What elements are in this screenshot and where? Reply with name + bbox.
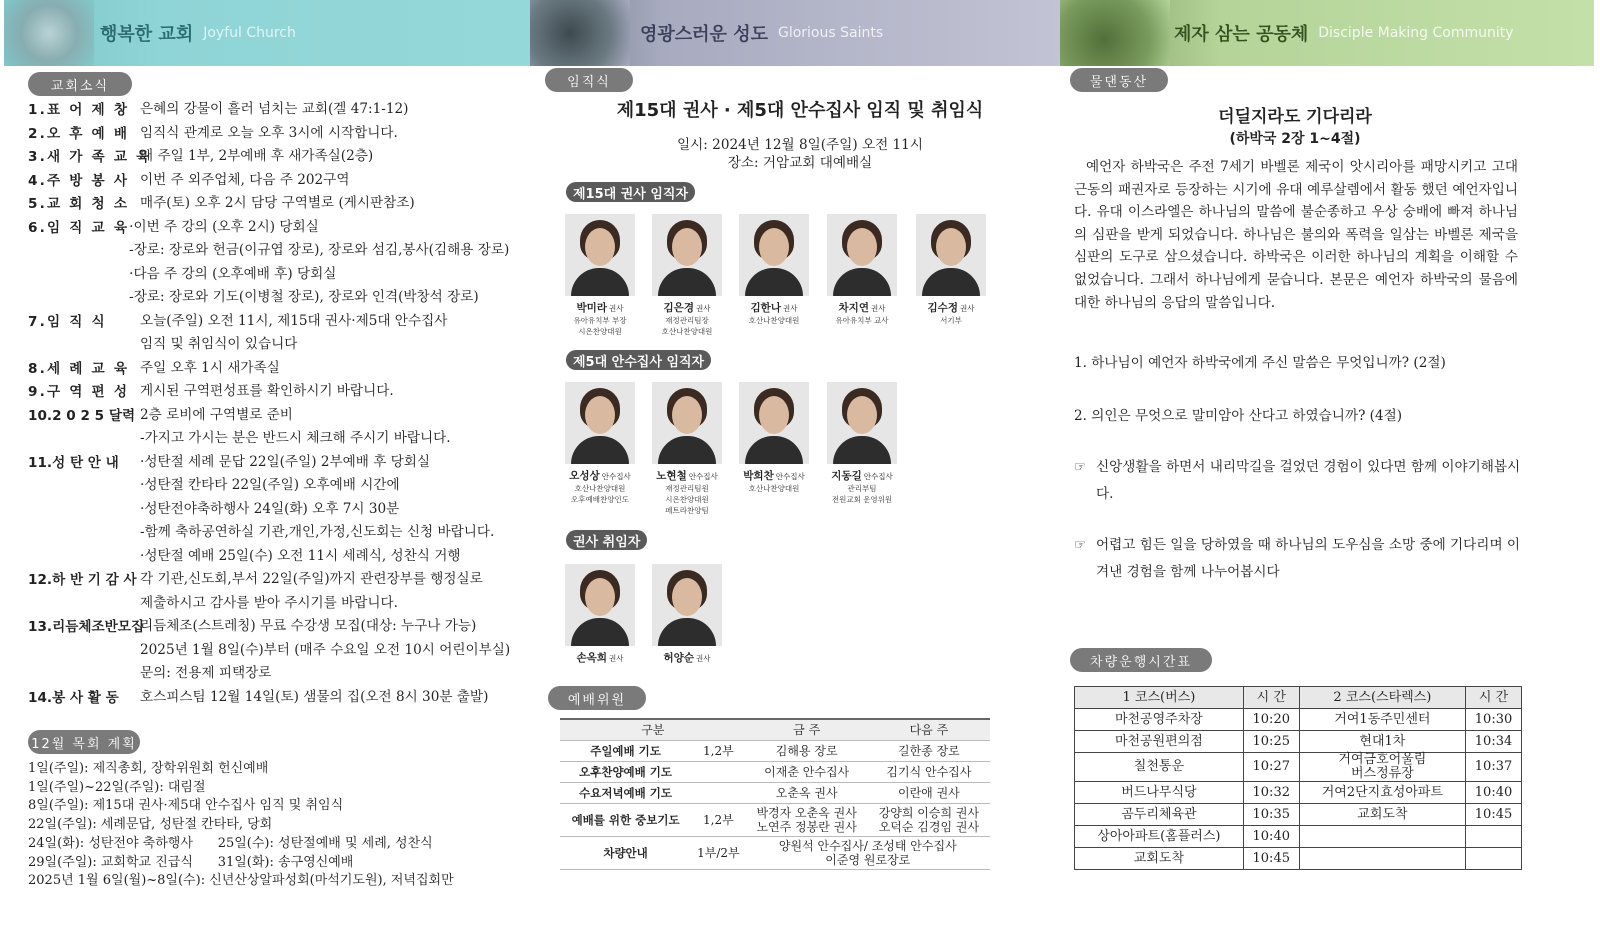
header-title-en: Disciple Making Community: [1318, 25, 1514, 41]
person-name: 김은경 권사: [663, 302, 711, 314]
news-item: [28, 122, 508, 146]
person-role: 권사: [608, 304, 624, 313]
bus-header-cell: 시 간: [1466, 687, 1522, 709]
news-item: [28, 357, 508, 381]
bus-cell: 곰두리체육관: [1075, 804, 1244, 826]
person-role: 안수집사: [775, 472, 805, 481]
worship-cell: 강양희 이승희 권사 오덕순 김경임 권사: [868, 803, 990, 836]
bus-row: [1075, 826, 1522, 848]
person-duty: 관리부팀: [847, 484, 877, 493]
person-duty: 시온찬양대원: [665, 495, 709, 504]
bus-cell: [1299, 848, 1465, 870]
person-role: 안수집사: [601, 472, 631, 481]
group-label-deaconess: 제15대 권사 임직자: [566, 182, 695, 202]
bus-cell: [1466, 848, 1522, 870]
worship-cell: 수요저녁예배 기도: [560, 782, 691, 803]
news-item-text: ·성탄절 예배 25일(수) 오전 11시 세례식, 성찬식 거행: [140, 547, 461, 564]
bus-row: [1075, 804, 1522, 826]
news-item-label: 4.주 방 봉 사: [28, 172, 130, 189]
person-name: 노현철 안수집사: [656, 470, 718, 482]
bus-cell: 10:32: [1243, 782, 1299, 804]
worship-cell: 이재춘 안수집사: [746, 761, 868, 782]
person-name: 박희찬 안수집사: [743, 470, 805, 482]
worship-cell: [691, 761, 745, 782]
bus-header-cell: 시 간: [1243, 687, 1299, 709]
person-card: [642, 382, 732, 516]
news-item: [28, 615, 511, 686]
news-item-label: 5.교 회 청 소: [28, 196, 130, 212]
worship-table: [560, 718, 990, 870]
person-photo: [827, 382, 897, 464]
person-card: [817, 382, 907, 505]
person-photo: [739, 382, 809, 464]
bus-row: [1075, 848, 1522, 870]
bus-cell: 10:45: [1466, 804, 1522, 826]
news-item-label: 3.새 가 족 교 육: [28, 149, 152, 165]
person-duty: 호산나찬양대원: [748, 316, 800, 325]
news-item: [28, 145, 508, 169]
worship-cell: 김기식 안수집사: [868, 761, 990, 782]
person-card: [555, 214, 645, 337]
bus-cell: 칠천통운: [1075, 753, 1244, 782]
news-item-text: 매 주일 1부, 2부예배 후 새가족실(2층): [140, 148, 374, 164]
news-item: [28, 98, 508, 122]
meditation-reference: (하박국 2장 1~4절): [1229, 131, 1361, 147]
bus-cell: 10:40: [1243, 826, 1299, 848]
person-role: 권사: [608, 654, 624, 663]
worship-row: [560, 740, 990, 761]
bus-cell: 10:30: [1466, 709, 1522, 731]
worship-cell: [691, 782, 745, 803]
plan-line: 2025년 1월 6일(월)~8일(수): 신년산상알파성회(마석기도원), 저녁집회만: [28, 873, 454, 889]
worship-header-cell: 다음 주: [868, 719, 990, 740]
bus-cell: 10:34: [1466, 731, 1522, 753]
news-item: [28, 192, 508, 216]
news-item-label: 1.표 어 제 창: [28, 102, 130, 118]
news-item-text: 문의: 전용제 피택장로: [140, 665, 272, 681]
worship-row: [560, 836, 990, 869]
person-role: 권사: [870, 304, 886, 313]
news-item-text: -함께 축하공연하실 기관,개인,가정,신도회는 신청 바랍니다.: [140, 524, 495, 540]
news-item-text: ·성탄절 세례 문답 22일(주일) 2부예배 후 당회실: [140, 453, 431, 470]
group-label-installed: 권사 취임자: [566, 530, 647, 550]
bus-row: [1075, 753, 1522, 782]
bus-schedule-table: [1074, 686, 1522, 870]
worship-cell: 1부/2부: [691, 836, 745, 869]
question-2: 2. 의인은 무엇으로 말미암아 산다고 하였습니까? (4절): [1074, 408, 1403, 424]
worship-row: [560, 782, 990, 803]
news-item-text: 이번 주 외주업체, 다음 주 202구역: [140, 171, 350, 188]
person-duty: 유아유치부 교사: [835, 316, 889, 325]
news-item-label: 11.성 탄 안 내: [28, 454, 119, 471]
person-photo: [565, 382, 635, 464]
bus-cell: 마천공영주차장: [1075, 709, 1244, 731]
worship-cell: 차량안내: [560, 836, 691, 869]
ordination-pill: 임직식: [545, 68, 633, 92]
person-duty: 유아유치부 부장: [573, 316, 627, 325]
person-duty: 호산나찬양대원: [748, 484, 800, 493]
worship-cell: 오춘옥 권사: [746, 782, 868, 803]
bus-cell: 상아아파트(홈플러스): [1075, 826, 1244, 848]
news-item-label: 2.오 후 예 배: [28, 125, 130, 142]
person-photo: [565, 564, 635, 646]
bus-cell: 10:27: [1243, 753, 1299, 782]
person-duty: 호산나찬양대원: [574, 484, 626, 493]
header-title-en: Glorious Saints: [777, 25, 884, 41]
plan-list: [28, 760, 454, 891]
pointing-hand-icon: ☞: [1074, 537, 1087, 553]
person-role: 안수집사: [688, 472, 718, 481]
bus-cell: 교회도착: [1075, 848, 1244, 870]
person-photo: [565, 214, 635, 296]
plan-line: 29일(주일): 교회학교 진급식 31일(화): 송구영신예배: [28, 854, 354, 870]
worship-cell: 주일예배 기도: [560, 740, 691, 761]
person-duty: 페트라찬양팀: [665, 506, 709, 515]
bus-cell: 10:37: [1466, 753, 1522, 782]
worship-pill: 예배위원: [548, 686, 646, 710]
bus-header-row: [1075, 687, 1522, 709]
meditation-pill: 물댄동산: [1070, 68, 1168, 92]
bus-header-cell: 2 코스(스타렉스): [1299, 687, 1465, 709]
bus-cell: 거여1동주민센터: [1299, 709, 1465, 731]
worship-cell: 오후찬양예배 기도: [560, 761, 691, 782]
news-item-text: ·성탄절 칸타타 22일(주일) 오후예배 시간에: [140, 477, 400, 493]
bus-cell: 10:35: [1243, 804, 1299, 826]
bus-schedule-pill: 차량운행시간표: [1070, 648, 1212, 672]
person-photo: [652, 564, 722, 646]
plan-line: 8일(주일): 제15대 권사·제5대 안수집사 임직 및 취임식: [28, 798, 344, 814]
person-photo: [739, 214, 809, 296]
person-photo: [652, 214, 722, 296]
bus-row: [1075, 709, 1522, 731]
news-item-text: ·이번 주 강의 (오후 2시) 당회실: [129, 218, 319, 235]
header-title-ko: 제자 삼는 공동체: [1174, 24, 1309, 45]
bus-cell: 10:45: [1243, 848, 1299, 870]
bus-row: [1075, 731, 1522, 753]
news-item: [28, 451, 508, 569]
meditation-title: 더딜지라도 기다리라: [1218, 107, 1372, 127]
person-card: [642, 564, 732, 665]
news-item-label: 10.2 0 2 5 달력: [28, 407, 136, 424]
person-duty: 전원교회 운영위원: [831, 495, 893, 504]
worship-cell: 양원석 안수집사/ 조성태 안수집사 이준영 원로장로: [746, 836, 990, 869]
news-item-text: 리듬체조(스트레칭) 무료 수강생 모집(대상: 누구나 가능): [140, 618, 477, 634]
worship-cell: 1,2부: [691, 740, 745, 761]
person-name: 지동길 안수집사: [831, 470, 893, 482]
plan-line: 1일(주일)~22일(주일): 대림절: [28, 779, 206, 795]
bus-cell: 10:40: [1466, 782, 1522, 804]
person-duty: 호산나찬양대원: [661, 327, 713, 336]
news-item-text: 은혜의 강물이 흘러 넘치는 교회(겔 47:1-12): [140, 101, 409, 117]
meditation-body: 예언자 하박국은 주전 7세기 바벨론 제국이 앗시리아를 패망시키고 고대 근동의 패권자로 등장하는 시기에 유대 예루살렘에서 활동 했던 예언자입니다. 유대 이스라엘은 하나님의 말씀에 불순종하고 우상 숭배에 빠져 하나님의 심판을 받게 되었습니다. 하나님은 불의와 폭력을 일삼는 바벨론 제국을 심판의 도구로 삼으셨습니다. 하박국은 이러한 하나님의 계획을 이해할 수 없었습니다. 그래서 하나님에게 묻습니다. 본문은 예언자 하박국의 물음에 대한 하나님의 응답의 말씀입니다.: [1074, 159, 1518, 311]
worship-row: [560, 803, 990, 836]
bus-cell: 10:25: [1243, 731, 1299, 753]
news-item: [28, 686, 508, 710]
worship-cell: 1,2부: [691, 803, 745, 836]
bus-cell: 마천공원편의점: [1075, 731, 1244, 753]
news-item-text: 매주(토) 오후 2시 담당 구역별로 (게시판참조): [140, 195, 415, 211]
news-item-text: 제출하시고 감사를 받아 주시기를 바랍니다.: [140, 594, 398, 611]
person-duty: 서기부: [940, 316, 962, 325]
person-role: 권사: [959, 304, 975, 313]
news-item-text: ·다음 주 강의 (오후예배 후) 당회실: [129, 265, 337, 282]
person-duty: 재정관리팀원: [665, 484, 709, 493]
plan-line: 24일(화): 성탄전야 축하행사 25일(수): 성탄절예배 및 세례, 성찬식: [28, 835, 433, 851]
bus-cell: 10:20: [1243, 709, 1299, 731]
worship-header-row: [560, 719, 990, 740]
news-item: [28, 380, 508, 404]
question-1: 1. 하나님이 예언자 하박국에게 주신 말씀은 무엇입니까? (2절): [1074, 355, 1446, 371]
news-item: [28, 310, 508, 357]
person-duty: 재정관리팀장: [665, 316, 709, 325]
group-label-deacon: 제5대 안수집사 임직자: [566, 350, 711, 370]
person-name: 김수정 권사: [927, 302, 975, 314]
news-item: [28, 216, 508, 310]
bus-cell: 버드나무식당: [1075, 782, 1244, 804]
news-item-label: 9.구 역 편 성: [28, 384, 130, 400]
plan-section-title: 12월 목회 계획: [28, 730, 140, 754]
plan-line: 22일(주일): 세례문답, 성탄절 칸타타, 당회: [28, 817, 273, 833]
worship-row: [560, 761, 990, 782]
worship-cell: 이란애 권사: [868, 782, 990, 803]
header-title-en: Joyful Church: [203, 25, 296, 41]
person-card: [555, 382, 645, 505]
header-image-hands: [530, 0, 630, 66]
bus-row: [1075, 782, 1522, 804]
person-photo: [827, 214, 897, 296]
bus-cell: 거여2단지효성아파트: [1299, 782, 1465, 804]
worship-header-cell: 구분: [560, 719, 746, 740]
bus-cell: [1299, 826, 1465, 848]
person-duty: 시온찬양대원: [578, 327, 622, 336]
person-card: [729, 382, 819, 494]
news-item-text: -장로: 장로와 헌금(이규엽 장로), 장로와 섬김,봉사(김해용 장로): [129, 242, 510, 258]
person-name: 손옥희 권사: [576, 652, 624, 664]
sharing-prompt-1: ☞ 신앙생활을 하면서 내리막길을 걸었던 경험이 있다면 함께 이야기해봅시다.: [1074, 454, 1524, 508]
person-role: 권사: [695, 304, 711, 313]
news-item-text: 게시된 구역편성표를 확인하시기 바랍니다.: [140, 383, 394, 399]
news-item-label: 7.임 직 식: [28, 313, 107, 330]
news-item-text: 각 기관,신도회,부서 22일(주일)까지 관련장부를 행정실로: [140, 571, 483, 587]
news-item-text: 오늘(주일) 오전 11시, 제15대 권사·제5대 안수집사: [140, 312, 448, 329]
news-item-label: 6.임 직 교 육: [28, 219, 130, 236]
person-duty: 오후예배찬양인도: [571, 495, 629, 504]
bus-cell: 거여금호어울림 버스정류장: [1299, 753, 1465, 782]
worship-cell: 박경자 오춘옥 권사 노연주 정봉란 권사: [746, 803, 868, 836]
person-role: 권사: [782, 304, 798, 313]
header-image-cross: [4, 0, 94, 66]
news-item: [28, 404, 508, 451]
worship-cell: 길한종 장로: [868, 740, 990, 761]
news-item-text: 2층 로비에 구역별로 준비: [140, 406, 293, 423]
news-item-text: 임직식 관계로 오늘 오후 3시에 시작합니다.: [140, 124, 398, 141]
bus-cell: 현대1차: [1299, 731, 1465, 753]
news-list: [28, 98, 511, 709]
person-name: 박미라 권사: [576, 302, 624, 314]
person-photo: [652, 382, 722, 464]
person-role: 안수집사: [863, 472, 893, 481]
person-photo: [916, 214, 986, 296]
worship-cell: 예배를 위한 중보기도: [560, 803, 691, 836]
news-item-text: ·성탄전야축하행사 24일(화) 오후 7시 30분: [140, 500, 400, 517]
news-item-text: 임직 및 취임식이 있습니다: [140, 336, 298, 352]
person-name: 차지연 권사: [838, 302, 886, 314]
news-item-label: 13.리듬체조반모집: [28, 619, 145, 635]
news-item-text: -가지고 가시는 분은 반드시 체크해 주시기 바랍니다.: [140, 430, 451, 446]
person-card: [817, 214, 907, 326]
person-name: 오성상 안수집사: [569, 470, 631, 482]
news-item-text: 2025년 1월 8일(수)부터 (매주 수요일 오전 10시 어린이부실): [140, 641, 511, 658]
news-item: [28, 568, 508, 615]
worship-cell: 김해용 장로: [746, 740, 868, 761]
header-title-ko: 영광스러운 성도: [640, 24, 768, 45]
sharing-prompt-2: ☞ 어렵고 힘든 일을 당하였을 때 하나님의 도우심을 소망 중에 기다리며 이겨낸 경험을 함께 나누어봅시다: [1074, 532, 1524, 586]
person-role: 권사: [695, 654, 711, 663]
person-card: [642, 214, 732, 337]
plan-line: 1일(주일): 제직총회, 장학위원회 헌신예배: [28, 761, 269, 776]
header-image-field: [1060, 0, 1170, 66]
news-item-label: 14.봉 사 활 동: [28, 689, 119, 706]
worship-header-cell: 금 주: [746, 719, 868, 740]
ordination-place: 장소: 거암교회 대예배실: [727, 155, 873, 171]
pointing-hand-icon: ☞: [1074, 459, 1087, 475]
news-item-label: 12.하 반 기 감 사: [28, 572, 137, 588]
person-name: 김한나 권사: [750, 302, 798, 314]
person-card: [555, 564, 645, 665]
news-item-label: 8.세 례 교 육: [28, 360, 130, 377]
person-name: 허양순 권사: [663, 652, 711, 664]
news-item: [28, 169, 508, 193]
news-item-text: -장로: 장로와 기도(이병철 장로), 장로와 인격(박창석 장로): [129, 289, 479, 305]
person-card: [906, 214, 996, 326]
news-section-title: 교회소식: [28, 72, 132, 96]
person-card: [729, 214, 819, 326]
bus-cell: 교회도착: [1299, 804, 1465, 826]
header-title-ko: 행복한 교회: [100, 24, 194, 45]
ordination-title: 제15대 권사 · 제5대 안수집사 임직 및 취임식: [616, 100, 984, 121]
bus-cell: [1466, 826, 1522, 848]
news-item-text: 주일 오후 1시 새가족실: [140, 359, 280, 376]
ordination-date: 일시: 2024년 12월 8일(주일) 오전 11시: [677, 137, 923, 153]
bus-header-cell: 1 코스(버스): [1075, 687, 1244, 709]
news-item-text: 호스피스팀 12월 14일(토) 샘물의 집(오전 8시 30분 출발): [140, 688, 489, 705]
